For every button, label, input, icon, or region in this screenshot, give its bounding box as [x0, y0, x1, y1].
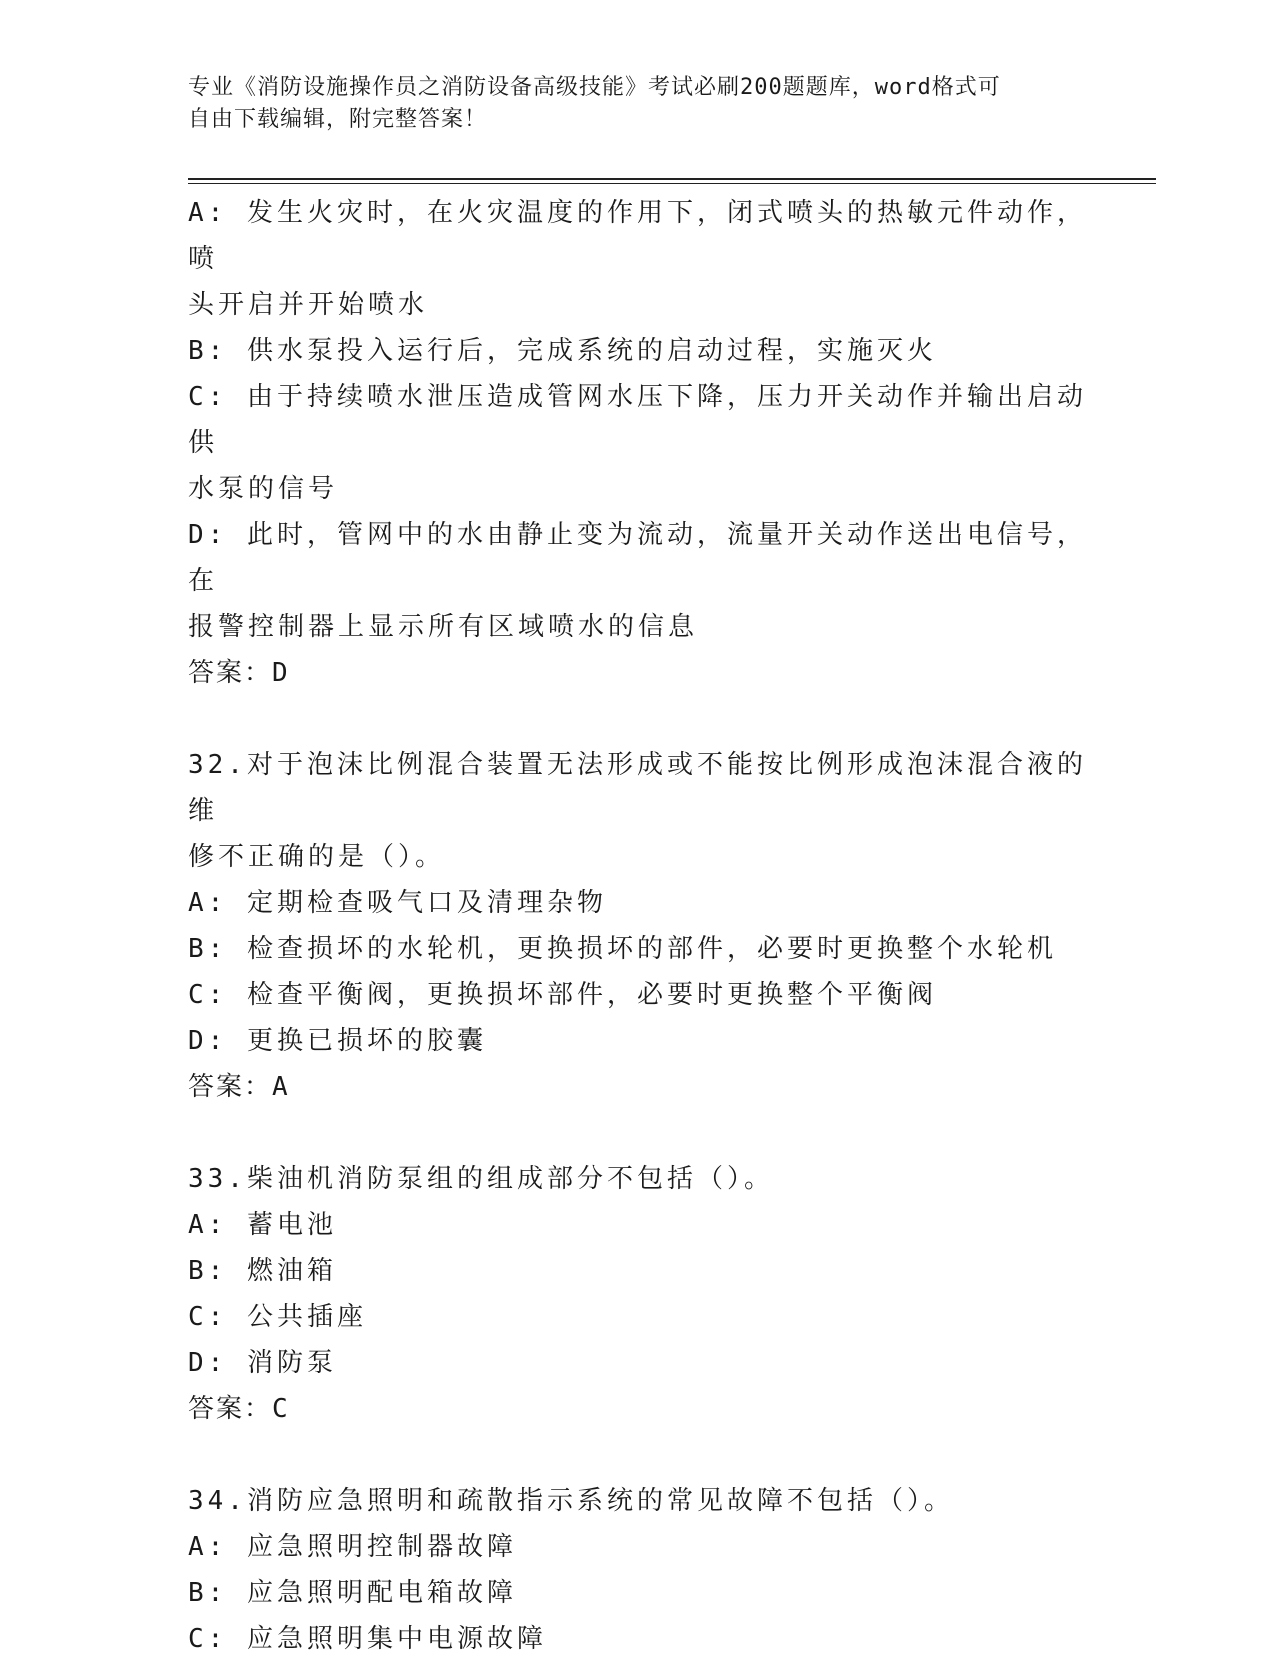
option-a: A: 蓄电池 [188, 1210, 337, 1240]
option-c: C: 应急照明集中电源故障 [188, 1624, 547, 1654]
question-33 [188, 1156, 1088, 1432]
question-stem: 33.柴油机消防泵组的组成部分不包括（）。 [188, 1164, 774, 1194]
question-31 [188, 190, 1088, 696]
option-c: C: 检查平衡阀，更换损坏部件，必要时更换整个平衡阀 [188, 980, 937, 1010]
option-d: D: 消防泵 [188, 1348, 337, 1378]
header-line-1: 专业《消防设施操作员之消防设备高级技能》考试必刷200题题库，word格式可 [188, 75, 1001, 100]
header-line-2: 自由下载编辑，附完整答案！ [188, 107, 488, 132]
question-stem-cont: 修不正确的是（）。 [188, 842, 446, 872]
answer: 答案：A [188, 1072, 290, 1102]
header-rule-thin [188, 183, 1156, 184]
option-a: A: 应急照明控制器故障 [188, 1532, 517, 1562]
option-c: C: 由于持续喷水泄压造成管网水压下降，压力开关动作并输出启动供 [188, 382, 1087, 458]
option-d: D: 此时，管网中的水由静止变为流动，流量开关动作送出电信号，在 [188, 520, 1087, 596]
question-32 [188, 742, 1088, 1110]
option-c-cont: 水泵的信号 [188, 474, 339, 504]
option-b: B: 燃油箱 [188, 1256, 337, 1286]
question-stem: 32.对于泡沫比例混合装置无法形成或不能按比例形成泡沫混合液的维 [188, 750, 1087, 826]
header-rule-thick [188, 178, 1156, 180]
spacer [188, 1432, 1088, 1478]
answer: 答案：C [188, 1394, 290, 1424]
answer: 答案：D [188, 658, 290, 688]
option-a: A: 定期检查吸气口及清理杂物 [188, 888, 607, 918]
option-a: A: 发生火灾时，在火灾温度的作用下，闭式喷头的热敏元件动作，喷 [188, 198, 1087, 274]
option-b: B: 检查损坏的水轮机，更换损坏的部件，必要时更换整个水轮机 [188, 934, 1057, 964]
option-d: D: 更换已损坏的胶囊 [188, 1026, 487, 1056]
spacer [188, 696, 1088, 742]
spacer [188, 1110, 1088, 1156]
option-b: B: 应急照明配电箱故障 [188, 1578, 517, 1608]
option-b: B: 供水泵投入运行后，完成系统的启动过程，实施灭火 [188, 336, 937, 366]
document-header [188, 72, 1088, 136]
option-d-cont: 报警控制器上显示所有区域喷水的信息 [188, 612, 699, 642]
option-a-cont: 头开启并开始喷水 [188, 290, 429, 320]
option-c: C: 公共插座 [188, 1302, 367, 1332]
question-34 [188, 1478, 1088, 1662]
question-list [188, 190, 1088, 1662]
question-stem: 34.消防应急照明和疏散指示系统的常见故障不包括（）。 [188, 1486, 954, 1516]
